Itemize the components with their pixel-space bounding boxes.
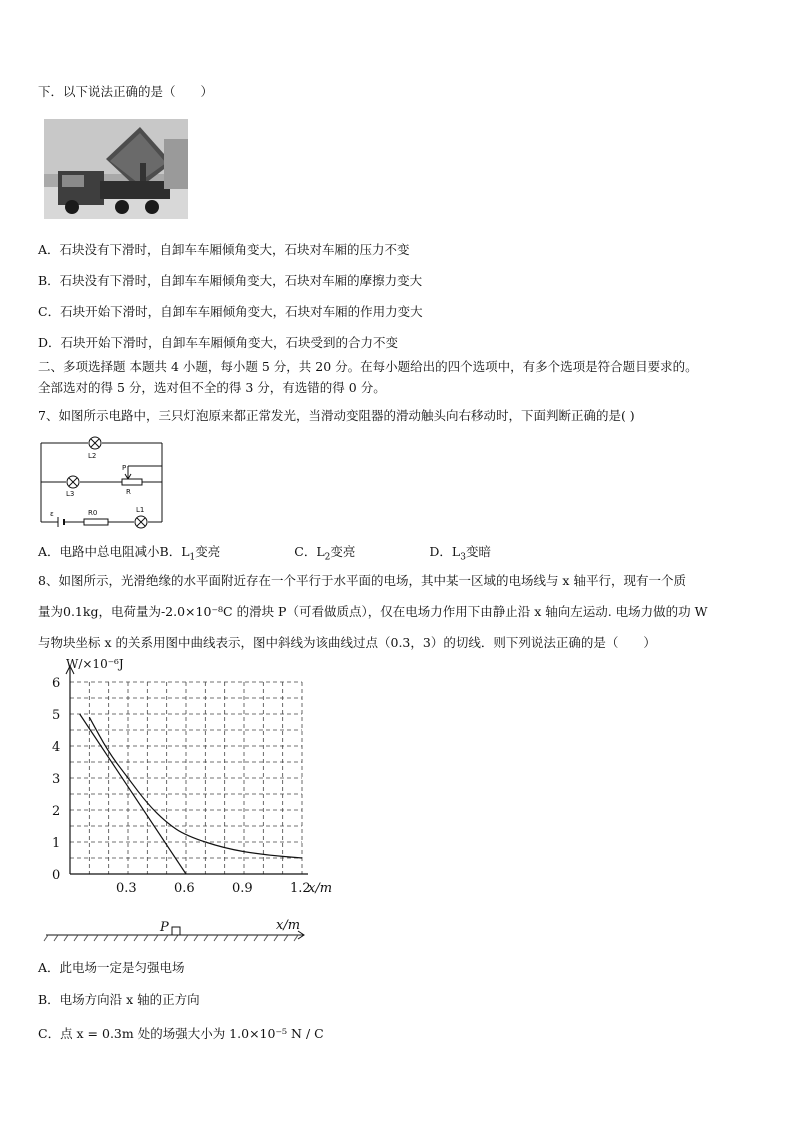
- label-p: P: [122, 464, 127, 472]
- label-block-p: P: [160, 920, 169, 935]
- label-r0: R0: [88, 509, 98, 517]
- lamp-l3-icon: [67, 476, 79, 488]
- x-axis-label: x/m: [308, 881, 333, 896]
- section2-line2: 全部选对的得 5 分，选对但不全的得 3 分，有选错的得 0 分。: [38, 380, 386, 395]
- dump-truck-photo: [44, 119, 188, 219]
- q6-option-c: C．石块开始下滑时，自卸车车厢倾角变大，石块对车厢的作用力变大: [38, 304, 423, 319]
- q6-option-a: A．石块没有下滑时，自卸车车厢倾角变大，石块对车厢的压力不变: [38, 242, 410, 257]
- q7-option-d: D．$L_3$变暗: [429, 544, 491, 563]
- q8-option-b: B．电场方向沿 x 轴的正方向: [38, 992, 200, 1007]
- label-axis-x: x/m: [276, 918, 301, 933]
- q8-option-c: C．点 x = 0.3m 处的场强大小为 1.0×10⁻⁵ N / C: [38, 1026, 324, 1041]
- y-tick-label: 4: [52, 740, 61, 755]
- q8-line3: 与物块坐标 x 的关系用图中曲线表示，图中斜线为该曲线过点（0.3，3）的切线．则下列说法正确的是（ ）: [38, 635, 656, 650]
- resistor-r0-icon: [84, 519, 108, 525]
- work-position-graph: [32, 657, 333, 896]
- section2-line1: 二、多项选择题 本题共 4 小题，每小题 5 分，共 20 分。在每小题给出的四个选项中，有多个选项是符合题目要求的。: [38, 359, 698, 374]
- q6-option-b: B．石块没有下滑时，自卸车车厢倾角变大，石块对车厢的摩擦力变大: [38, 273, 423, 288]
- q7-options: [38, 542, 491, 563]
- x-tick-label: 0.9: [232, 881, 253, 896]
- q7-option-c: C．$L_2$变亮: [294, 544, 356, 563]
- q6-stem: 下．以下说法正确的是（ ）: [38, 84, 214, 99]
- x-tick-label: 1.2: [290, 881, 311, 896]
- x-tick-label: 0.3: [116, 881, 137, 896]
- q7-option-b: B．$L_1$变亮: [159, 544, 221, 563]
- q7-option-a: A．电路中总电阻减小: [38, 544, 160, 559]
- y-tick-label: 5: [52, 708, 61, 723]
- label-l2: L2: [88, 452, 97, 460]
- q8-line1: 8、如图所示，光滑绝缘的水平面附近存在一个平行于水平面的电场，其中某一区域的电场线与 x 轴平行，现有一个质: [38, 573, 686, 588]
- q6-option-d: D．石块开始下滑时，自卸车车厢倾角变大，石块受到的合力不变: [38, 335, 399, 350]
- circuit-diagram: [38, 438, 170, 532]
- y-tick-label: 0: [52, 868, 61, 883]
- q7-stem: 7、如图所示电路中，三只灯泡原来都正常发光，当滑动变阻器的滑动触头向右移动时，下面判断正确的是( ): [38, 408, 635, 423]
- y-tick-label: 2: [52, 804, 61, 819]
- resistor-r-icon: [122, 479, 142, 485]
- label-emf: ε: [50, 510, 54, 518]
- q8-option-a: A．此电场一定是匀强电场: [38, 960, 185, 975]
- lamp-l1-icon: [135, 516, 147, 528]
- label-r: R: [126, 488, 131, 496]
- slider-block-p: [172, 927, 180, 935]
- y-tick-label: 3: [52, 772, 61, 787]
- battery-icon: [58, 517, 64, 527]
- y-tick-label: 1: [52, 836, 61, 851]
- x-tick-label: 0.6: [174, 881, 195, 896]
- q8-line2: 量为0.1kg，电荷量为-2.0×10⁻⁸C 的滑块 P（可看做质点），仅在电场力作用下由静止沿 x 轴向左运动. 电场力做的功 W: [38, 604, 708, 619]
- lamp-l2-icon: [89, 437, 101, 449]
- label-l1: L1: [136, 506, 145, 514]
- work-curve: [89, 717, 302, 858]
- label-l3: L3: [66, 490, 75, 498]
- y-axis-label: W/×10⁻⁶J: [66, 657, 124, 671]
- x-axis-surface: [44, 915, 310, 945]
- y-tick-label: 6: [52, 676, 61, 691]
